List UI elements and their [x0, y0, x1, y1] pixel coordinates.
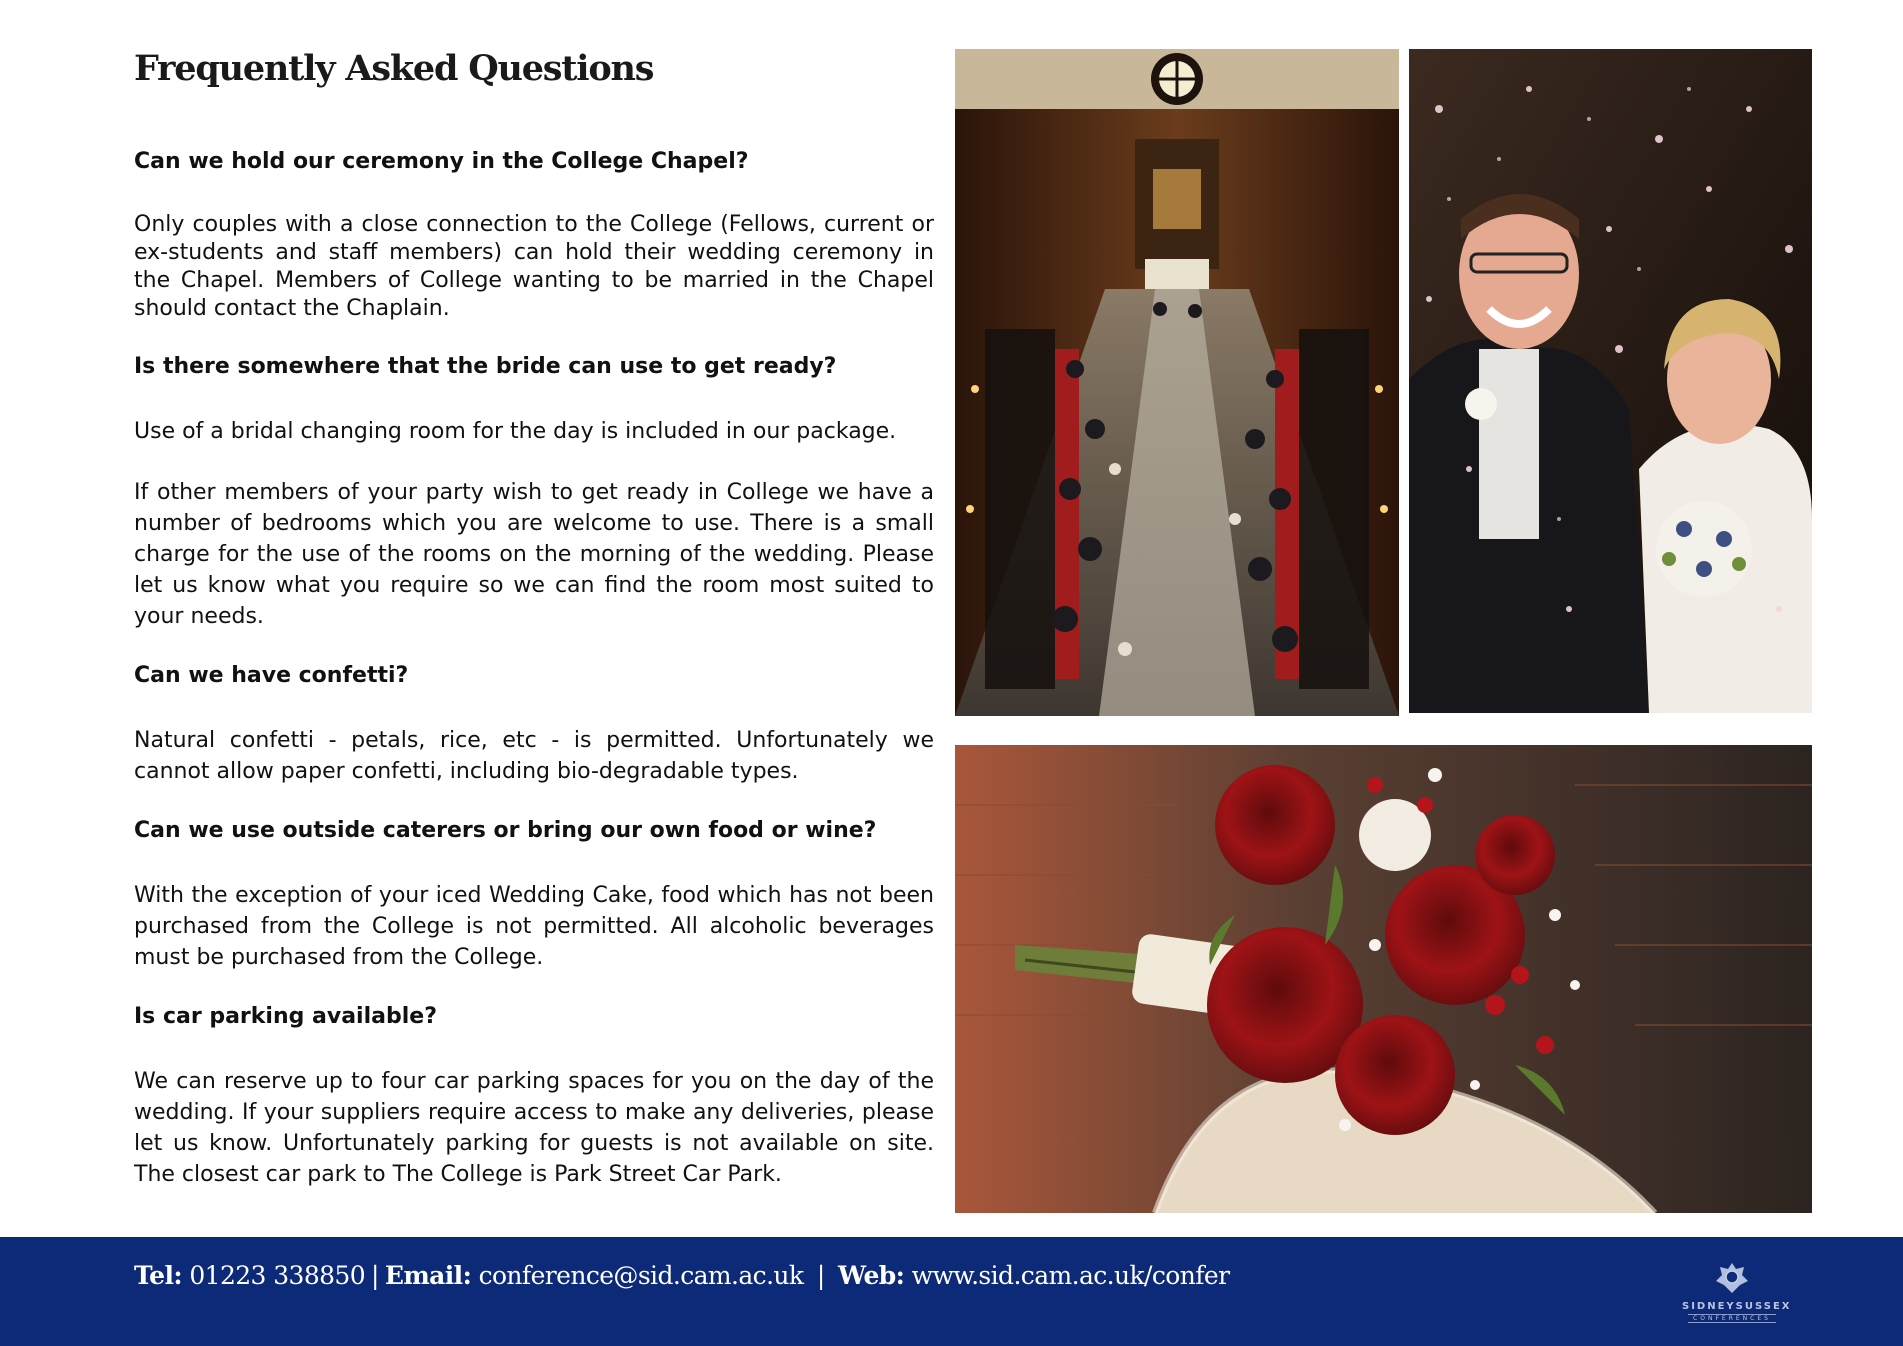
email-label: Email: [384, 1261, 472, 1290]
web-label: Web: [838, 1261, 905, 1290]
bouquet-photo [955, 745, 1812, 1213]
logo-subtitle: CONFERENCES [1688, 1314, 1776, 1323]
email-value[interactable]: conference@sid.cam.ac.uk [478, 1261, 804, 1290]
web-value[interactable]: www.sid.cam.ac.uk/confer [911, 1261, 1230, 1290]
separator: | [371, 1261, 379, 1290]
faq-answer-bride-room: Use of a bridal changing room for the day is included in our package. [134, 419, 897, 444]
faq-question-parking: Is car parking available? [134, 1004, 437, 1029]
college-logo [1682, 1259, 1792, 1323]
couple-confetti-photo [1409, 49, 1812, 713]
page-title: Frequently Asked Questions [134, 48, 654, 89]
faq-answer-caterers: With the exception of your iced Wedding Cake, food which has not been purchased from the College is not permitted. All alcoholic beverages must be purchased from the College. [134, 883, 934, 970]
faq-question-chapel: Can we hold our ceremony in the College Chapel? [134, 149, 749, 174]
tel-label: Tel: [134, 1261, 182, 1290]
chapel-ceremony-photo [955, 49, 1399, 716]
faq-answer-parking: We can reserve up to four car parking spaces for you on the day of the wedding. If your suppliers require access to make any deliveries, please let us know. Unfortunately parking for guests is not available on site. The closest car park to The College is Park Street Car Park. [134, 1069, 934, 1187]
crest-icon [1710, 1259, 1754, 1295]
faq-question-confetti: Can we have confetti? [134, 663, 409, 688]
faq-answer-confetti: Natural confetti - petals, rice, etc - is permitted. Unfortunately we cannot allow paper confetti, including bio-degradable types. [134, 728, 934, 784]
contact-footer [0, 1237, 1903, 1346]
logo-name: SIDNEYSUSSEX [1682, 1301, 1792, 1312]
separator: | [816, 1261, 825, 1290]
tel-value[interactable]: 01223 338850 [189, 1261, 366, 1290]
faq-question-bride: Is there somewhere that the bride can use to get ready? [134, 354, 837, 379]
faq-question-caterers: Can we use outside caterers or bring our own food or wine? [134, 818, 877, 843]
faq-list [134, 148, 934, 1220]
faq-answer-bride-bedrooms: If other members of your party wish to get ready in College we have a number of bedrooms which you are welcome to use. There is a small charge for the use of the rooms on the morning of the wedding. Please let us know what you require so we can find the room most suited to your needs. [134, 480, 934, 629]
contact-line [134, 1261, 1229, 1290]
faq-answer-chapel: Only couples with a close connection to the College (Fellows, current or ex-students and staff members) can hold their wedding ceremony in the Chapel. Members of College wanting to be married in the Chapel should contact the Chaplain. [134, 212, 934, 321]
